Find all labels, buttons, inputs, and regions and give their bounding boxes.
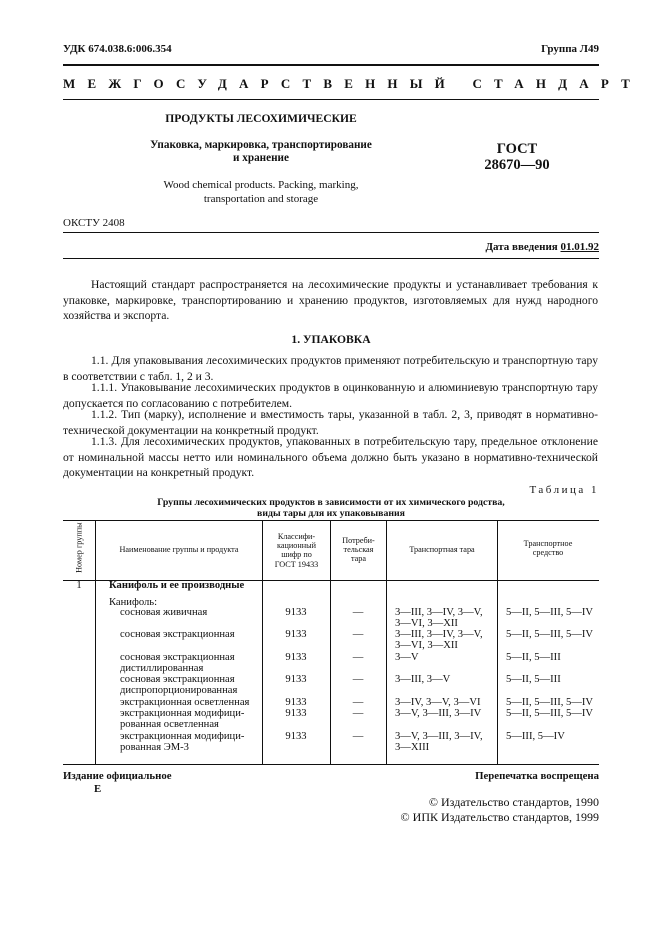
edition-letter: E xyxy=(94,783,102,795)
paragraph-1-1-1: 1.1.1. Упаковывание лесохимических продуктов в оцинкованную и алюминиевую транспортную тару допускается по согласованию с потребителем. xyxy=(63,381,598,410)
row-name xyxy=(120,674,237,697)
table-bottom-rule xyxy=(63,764,599,765)
row-tara: 3—IV, 3—V, 3—VI xyxy=(395,697,481,708)
intro-date xyxy=(485,241,599,253)
row-name-l1: экстракционная модифици- xyxy=(120,731,245,742)
doc-title-en-line1: Wood chemical products. Packing, marking, xyxy=(163,179,359,191)
subgroup-label: Канифоль: xyxy=(109,597,158,608)
row-tara: 3—V xyxy=(395,652,419,663)
row-consumer: — xyxy=(352,674,364,685)
header-transport-vehicle xyxy=(498,539,598,557)
row-vehicle: 5—II, 5—III, 5—IV xyxy=(506,629,594,640)
edition-label: Издание официальное xyxy=(63,770,172,782)
row-name-l1: сосновая экстракционная xyxy=(120,652,235,663)
row-tara: 3—III, 3—V xyxy=(395,674,451,685)
group-number: 1 xyxy=(76,580,82,591)
row-consumer: — xyxy=(352,708,364,719)
row-name-l2: дистиллированная xyxy=(120,663,204,675)
header-consumer-l1: Потреби- xyxy=(342,536,375,545)
row-name-l1: экстракционная модифици- xyxy=(120,708,245,719)
doc-title-en xyxy=(118,178,404,206)
doc-title: ПРОДУКТЫ ЛЕСОХИМИЧЕСКИЕ xyxy=(165,112,357,125)
row-code: 9133 xyxy=(285,652,307,663)
table-top-rule xyxy=(63,520,599,521)
header-transport-tara: Транспортная тара xyxy=(409,545,475,554)
row-code: 9133 xyxy=(285,731,307,742)
header-code-l1: Классифи- xyxy=(277,532,316,541)
doc-subtitle xyxy=(118,139,404,165)
doc-subtitle-line1: Упаковка, маркировка, транспортирование xyxy=(150,139,372,151)
table-col-line-1 xyxy=(95,520,96,764)
copyright-1990: © Издательство стандартов, 1990 xyxy=(428,795,599,809)
row-consumer: — xyxy=(352,629,364,640)
row-name-l2: диспропорционированная xyxy=(120,685,238,697)
row-tara-l1: 3—III, 3—IV, 3—V, xyxy=(395,607,483,618)
header-code-l2: кационный xyxy=(277,541,316,551)
row-consumer: — xyxy=(352,607,364,618)
row-consumer: — xyxy=(352,731,364,742)
table-caption-line1: Группы лесохимических продуктов в зависимости от их химического родства, xyxy=(157,497,505,508)
row-tara xyxy=(395,629,483,652)
oks-code: ОКСТУ 2408 xyxy=(63,217,125,229)
header-consumer-l3: тара xyxy=(350,554,367,564)
row-name-l2: рованная ЭМ-3 xyxy=(120,742,189,754)
row-vehicle: 5—II, 5—III, 5—IV xyxy=(506,697,594,708)
row-code: 9133 xyxy=(285,629,307,640)
udk-code: УДК 674.038.6:006.354 xyxy=(63,43,172,55)
row-tara: 3—V, 3—III, 3—IV xyxy=(395,708,482,719)
header-consumer-l2: тельская xyxy=(343,545,374,555)
header-transport-vehicle-l2: средство xyxy=(532,548,564,558)
doc-subtitle-line2: и хранение xyxy=(233,152,289,164)
group-title: Канифоль и ее производные xyxy=(109,580,245,591)
header-name: Наименование группы и продукта xyxy=(119,545,239,554)
intro-date-label: Дата введения xyxy=(485,241,558,253)
row-vehicle: 5—II, 5—III xyxy=(506,674,561,685)
date-rule xyxy=(63,258,599,259)
intro-date-value: 01.01.92 xyxy=(560,241,599,253)
header-transport-vehicle-l1: Транспортное xyxy=(523,539,573,548)
doc-title-en-line2: transportation and storage xyxy=(203,193,319,205)
row-code: 9133 xyxy=(285,708,307,719)
reprint-notice: Перепечатка воспрещена xyxy=(475,770,599,782)
paragraph-1-1-3: 1.1.3. Для лесохимических продуктов, упакованных в потребительскую тару, предельное отклонение от номинальной массы нетто или номинального объема должно быть указано в нормативно-технической документации на конкретный продукт. xyxy=(63,435,598,480)
table-label: Таблица 1 xyxy=(529,484,599,496)
section-1-title: 1. УПАКОВКА xyxy=(291,333,371,346)
row-name xyxy=(120,708,244,731)
row-vehicle: 5—II, 5—III xyxy=(506,652,561,663)
row-tara-l1: 3—V, 3—III, 3—IV, xyxy=(395,731,483,742)
top-rule xyxy=(63,64,599,66)
row-tara xyxy=(395,607,483,630)
row-tara-l2: 3—VI, 3—XII xyxy=(395,618,458,630)
row-name-l2: рованная осветленная xyxy=(120,719,219,731)
header-consumer xyxy=(331,536,386,564)
table-caption xyxy=(63,497,599,519)
banner-rule xyxy=(63,99,599,100)
oks-rule xyxy=(63,232,599,233)
row-code: 9133 xyxy=(285,697,307,708)
row-name: экстракционная осветленная xyxy=(120,697,250,708)
row-consumer: — xyxy=(352,652,364,663)
row-tara-l1: 3—III, 3—IV, 3—V, xyxy=(395,629,483,640)
row-vehicle: 5—III, 5—IV xyxy=(506,731,565,742)
header-code-l4: ГОСТ 19433 xyxy=(274,559,319,569)
header-code xyxy=(263,532,330,569)
gost-label: ГОСТ xyxy=(496,141,538,157)
row-name xyxy=(120,731,244,754)
row-tara-l2: 3—XIII xyxy=(395,742,430,754)
header-code-l3: шифр по xyxy=(281,550,312,560)
intro-paragraph: Настоящий стандарт распространяется на лесохимические продукты и устанавливает требования к упаковке, маркировке, транспортированию и хранению продуктов, изготовляемых для нужд народного хозяйства и экспорта. xyxy=(63,278,598,323)
paragraph-1-1-2: 1.1.2. Тип (марку), исполнение и вместимость тары, указанной в табл. 2, 3, приводят в нормативно-технической документации на конкретный продукт. xyxy=(63,408,598,437)
row-vehicle: 5—II, 5—III, 5—IV xyxy=(506,708,594,719)
gost-number: 28670—90 xyxy=(484,157,550,173)
header-group-number: Номер группы xyxy=(74,522,84,573)
paragraph-1-1: 1.1. Для упаковывания лесохимических продуктов применяют потребительскую и транспортную тару в соответствии с табл. 1, 2 и 3. xyxy=(63,354,598,383)
row-code: 9133 xyxy=(285,674,307,685)
row-tara xyxy=(395,731,483,754)
standard-banner: МЕЖГОСУДАРСТВЕННЫЙ СТАНДАРТ xyxy=(63,76,643,91)
row-tara-l2: 3—VI, 3—XII xyxy=(395,640,458,652)
table-col-line-4 xyxy=(386,520,387,764)
row-consumer: — xyxy=(352,697,364,708)
row-name: сосновая экстракционная xyxy=(120,629,235,640)
gost-block xyxy=(462,141,572,173)
row-name: сосновая живичная xyxy=(120,607,208,618)
row-name-l1: сосновая экстракционная xyxy=(120,674,235,685)
row-name xyxy=(120,652,235,675)
table-caption-line2: виды тары для их упаковывания xyxy=(257,508,405,519)
group-code: Группа Л49 xyxy=(541,43,599,55)
row-code: 9133 xyxy=(285,607,307,618)
copyright-1999: © ИПК Издательство стандартов, 1999 xyxy=(400,810,599,824)
row-vehicle: 5—II, 5—III, 5—IV xyxy=(506,607,594,618)
